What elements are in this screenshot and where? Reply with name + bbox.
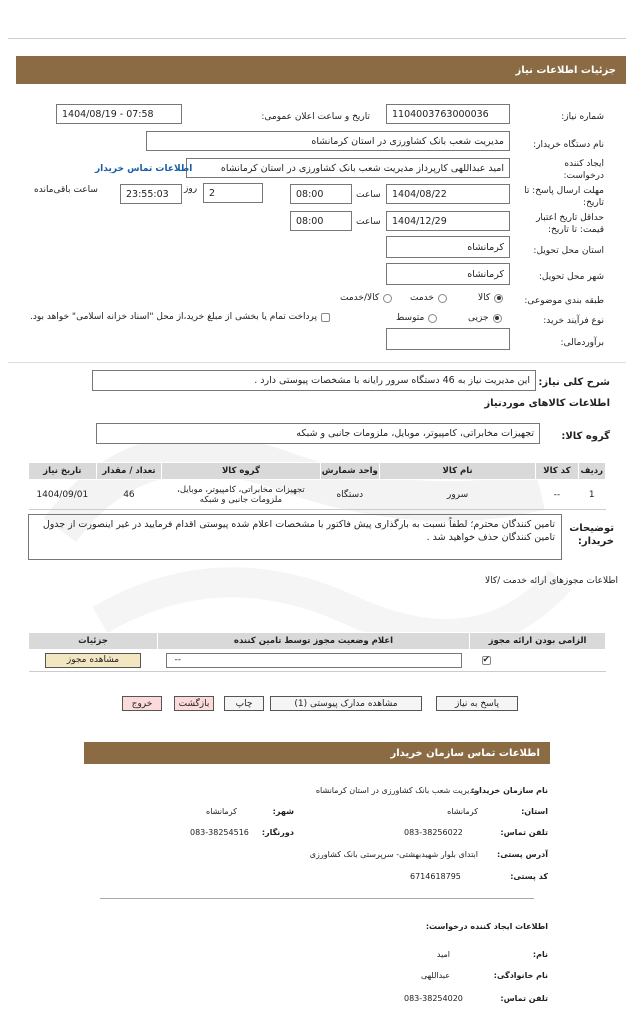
creator-name-label: نام: [532, 950, 548, 959]
table-row [29, 480, 606, 510]
category-option-goods-label: کالا [478, 293, 491, 303]
process-option-minor[interactable] [468, 313, 502, 323]
buyer-notes-label: توضیحات خریدار: [569, 523, 614, 547]
contact-header-title: اطلاعات تماس سازمان خریدار [390, 747, 540, 759]
radio-selected-icon [493, 314, 502, 323]
exit-button[interactable]: خروج [122, 696, 162, 711]
contact-province-value: کرمانشاه [447, 807, 478, 816]
permits-col-required: الزامی بودن ارائه مجوز [470, 633, 606, 650]
contact-phone-value: 083-38256022 [404, 828, 463, 837]
category-option-service[interactable] [410, 293, 447, 303]
goods-cell-date: 1404/09/01 [29, 480, 97, 510]
radio-icon [428, 314, 437, 323]
contact-header [84, 742, 550, 764]
price-validity-date: 1404/12/29 [386, 211, 510, 231]
buyer-notes-field: تامین کنندگان محترم؛ لطفاً نسبت به بارگذاری پیش فاکتور با مشخصات اعلام شده پیوستی اقدام فرمایید در غیر اینصورت از جدول تامین کنندگان حذف خواهید شد . [28, 514, 562, 560]
estimate-label: برآوردمالی: [560, 338, 604, 348]
price-validity-time-label: ساعت [356, 217, 381, 227]
need-number-label: شماره نیاز: [561, 112, 604, 122]
delivery-city-field: کرمانشاه [386, 263, 510, 285]
goods-col-code: کد کالا [536, 463, 578, 480]
permits-col-details: جزئیات [29, 633, 158, 650]
creator-family-value: عبداللهی [420, 971, 450, 980]
category-option-both-label: کالا/خدمت [340, 293, 380, 303]
delivery-province-label: استان محل تحویل: [533, 246, 604, 256]
contact-address-label: آدرس پستی: [497, 850, 548, 859]
creator-family-label: نام خانوادگی: [493, 971, 548, 980]
category-option-goods[interactable] [478, 293, 503, 303]
contact-org-value: مدیریت شعب بانک کشاورزی در استان کرمانشاه [315, 786, 478, 795]
remaining-time: 23:55:03 [120, 184, 182, 204]
announce-date-field: 1404/08/19 - 07:58 [56, 104, 182, 124]
goods-col-qty: تعداد / مقدار [96, 463, 162, 480]
contact-city-label: شهر: [272, 807, 294, 816]
send-deadline-date: 1404/08/22 [386, 184, 510, 204]
treasury-payment-checkbox[interactable] [30, 312, 330, 322]
remaining-label: ساعت باقی‌مانده [34, 185, 98, 195]
goods-cell-unit: دستگاه [320, 480, 379, 510]
creator-label: ایجاد کننده درخواست: [563, 159, 604, 181]
send-deadline-time-label: ساعت [356, 190, 381, 200]
goods-col-name: نام کالا [379, 463, 535, 480]
permit-status-field: -- [166, 653, 462, 668]
category-option-both[interactable] [340, 293, 392, 303]
goods-cell-qty: 46 [96, 480, 162, 510]
category-option-service-label: خدمت [410, 293, 434, 303]
creator-phone-label: تلفن تماس: [500, 994, 548, 1003]
goods-col-unit: واحد شمارش [320, 463, 379, 480]
treasury-payment-label: پرداخت تمام یا بخشی از مبلغ خرید،از محل "اسناد خزانه اسلامی" خواهد بود. [30, 312, 318, 322]
check-icon: ✔ [482, 654, 491, 665]
price-validity-time: 08:00 [290, 211, 352, 231]
creator-phone-value: 083-38254020 [404, 994, 463, 1003]
goods-group-label: گروه کالا: [561, 431, 610, 442]
goods-group-field: تجهیزات مخابراتی، کامپیوتر، موبایل، ملزومات جانبی و شبکه [96, 423, 540, 444]
table-row [29, 650, 606, 672]
contact-phone-label: تلفن تماس: [500, 828, 548, 837]
contact-divider [100, 898, 534, 899]
contact-fax-label: دورنگار: [261, 828, 294, 837]
announce-date-label: تاریخ و ساعت اعلان عمومی: [261, 112, 370, 122]
goods-col-date: تاریخ نیاز [29, 463, 97, 480]
remaining-days: 2 [203, 183, 263, 203]
goods-cell-name: سرور [379, 480, 535, 510]
attachments-button[interactable]: مشاهده مدارک پیوستی (1) [270, 696, 422, 711]
permits-title: اطلاعات مجوزهای ارائه خدمت /کالا [484, 576, 618, 586]
buyer-contact-link[interactable]: اطلاعات تماس خریدار [95, 164, 193, 174]
contact-city-value: کرمانشاه [206, 807, 237, 816]
details-header [16, 56, 626, 84]
view-permit-button[interactable]: مشاهده مجوز [45, 653, 141, 668]
top-divider [8, 38, 626, 39]
permit-required-checkbox[interactable] [482, 656, 491, 665]
radio-icon [438, 294, 447, 303]
delivery-city-label: شهر محل تحویل: [538, 272, 604, 282]
radio-selected-icon [494, 294, 503, 303]
goods-cell-code: -- [536, 480, 578, 510]
checkbox-icon [321, 313, 330, 322]
goods-col-row: ردیف [578, 463, 605, 480]
contact-fax-value: 083-38254516 [190, 828, 249, 837]
permits-table [28, 632, 606, 672]
permits-table-header [29, 633, 606, 650]
permits-col-status: اعلام وضعیت مجوز توسط تامین کننده [158, 633, 470, 650]
goods-table [28, 462, 606, 510]
reply-button[interactable]: پاسخ به نیاز [436, 696, 518, 711]
days-label: روز [184, 184, 198, 194]
contact-postal-label: کد پستی: [510, 872, 548, 881]
estimate-field [386, 328, 510, 350]
back-button[interactable]: بازگشت [174, 696, 214, 711]
goods-section-title: اطلاعات کالاهای موردنیاز [484, 398, 610, 409]
section-divider [8, 362, 626, 363]
goods-table-header [29, 463, 606, 480]
buyer-org-label: نام دستگاه خریدار: [533, 140, 604, 150]
summary-field: این مدیریت نیاز به 46 دستگاه سرور رایانه با مشخصات پیوستی دارد . [92, 370, 536, 391]
summary-label: شرح کلی نیاز: [538, 377, 610, 388]
process-option-medium-label: متوسط [396, 313, 425, 323]
goods-col-group: گروه کالا [162, 463, 321, 480]
creator-name-value: امید [436, 950, 450, 959]
send-deadline-label: مهلت ارسال پاسخ: تا تاریخ: [524, 186, 604, 208]
creator-field: امید عبداللهی کارپرداز مدیریت شعب بانک کشاورزی در استان کرمانشاه [186, 158, 510, 178]
contact-postal-value: 6714618795 [410, 872, 461, 881]
delivery-province-field: کرمانشاه [386, 236, 510, 258]
print-button[interactable]: چاپ [224, 696, 264, 711]
need-number-field: 1104003763000036 [386, 104, 510, 124]
goods-cell-group: تجهیزات مخابراتی، کامپیوتر، موبایل، ملزومات جانبی و شبکه [162, 480, 321, 510]
process-option-minor-label: جزیی [468, 313, 489, 323]
send-deadline-time: 08:00 [290, 184, 352, 204]
contact-province-label: استان: [521, 807, 548, 816]
goods-cell-row: 1 [578, 480, 605, 510]
price-validity-label: حداقل تاریخ اعتبار قیمت: تا تاریخ: [536, 213, 604, 235]
details-header-title: جزئیات اطلاعات نیاز [515, 64, 616, 76]
process-option-medium[interactable] [396, 313, 437, 323]
radio-icon [383, 294, 392, 303]
creator-info-title: اطلاعات ایجاد کننده درخواست: [425, 922, 548, 931]
buyer-org-field: مدیریت شعب بانک کشاورزی در استان کرمانشاه [146, 131, 510, 151]
contact-org-label: نام سازمان خریدار: [471, 786, 548, 795]
process-label: نوع فرآیند خرید: [543, 316, 604, 326]
contact-address-value: ابتدای بلوار شهیدبهشتی- سرپرستی بانک کشاورزی [309, 850, 478, 859]
category-label: طبقه بندی موضوعی: [524, 296, 604, 306]
